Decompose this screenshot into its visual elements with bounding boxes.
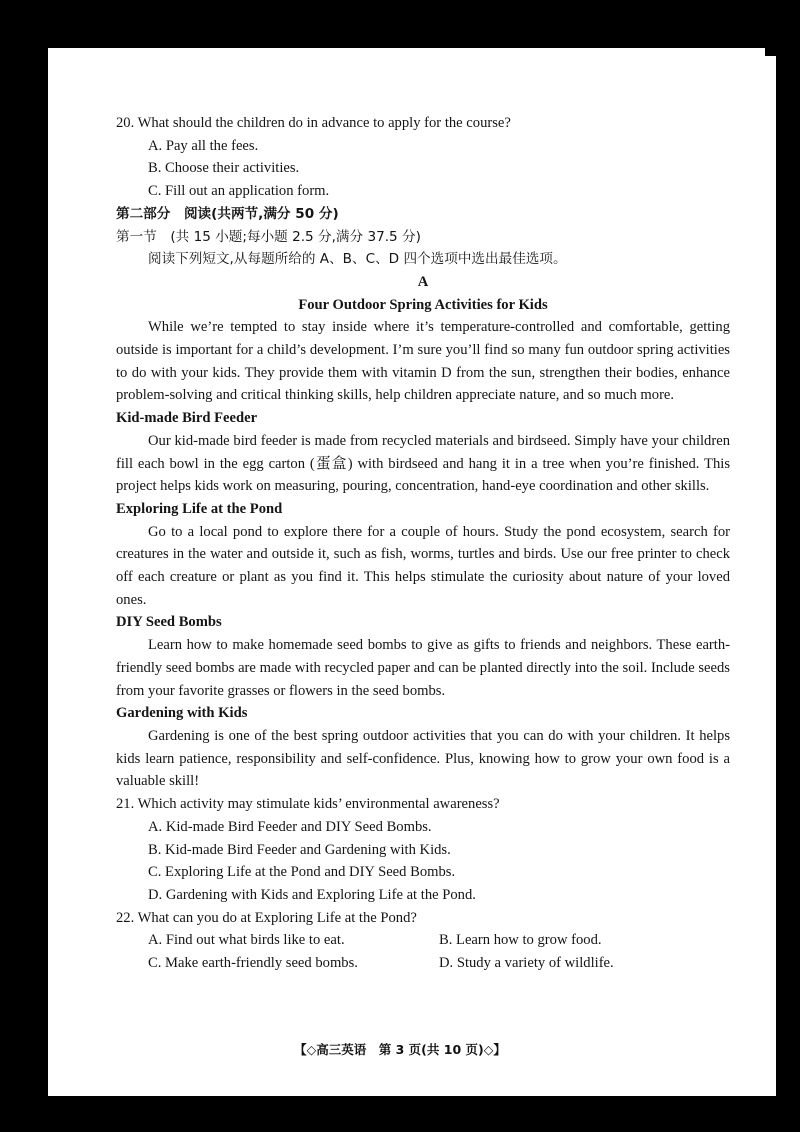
subsection-heading: 第一节 (共 15 小题;每小题 2.5 分,满分 37.5 分): [116, 228, 421, 245]
question-22-option-d: D. Study a variety of wildlife.: [439, 955, 614, 972]
section-heading-seed-bombs: DIY Seed Bombs: [116, 614, 222, 631]
question-22-options-row-1: [148, 929, 730, 952]
section-text-seed-bombs: Learn how to make homemade seed bombs to give as gifts to friends and neighbors. These earth-friendly seed bombs are made with recycled paper and can be planted directly into the soil. Include seeds from your favorite grasses or flowers in the seed bombs.: [116, 637, 730, 699]
question-22-option-b: B. Learn how to grow food.: [439, 932, 602, 949]
section-heading-bird-feeder: Kid-made Bird Feeder: [116, 410, 258, 427]
question-20: [116, 112, 730, 203]
question-22-option-c: C. Make earth-friendly seed bombs.: [148, 955, 358, 972]
question-20-option-a: A. Pay all the fees.: [148, 137, 259, 154]
section-text-bird-feeder: Our kid-made bird feeder is made from recycled materials and birdseed. Simply have your children fill each bowl in the egg carton (蛋盒) with birdseed and hang it in a tree when you’re finished. This project helps kids work on measuring, pouring, concentration, hand-eye coordination and other skills.: [116, 432, 730, 495]
question-20-option-b: B. Choose their activities.: [148, 160, 300, 177]
section-text-pond: Go to a local pond to explore there for a couple of hours. Study the pond ecosystem, search for creatures in the water and outside it, such as fish, worms, turtles and birds. Use our free printer to check off each creature or plant as you find it. This helps stimulate the curiosity about nature of your loved ones.: [116, 523, 730, 608]
instructions: 阅读下列短文,从每题所给的 A、B、C、D 四个选项中选出最佳选项。: [148, 251, 567, 268]
section-heading-pond: Exploring Life at the Pond: [116, 500, 283, 517]
question-20-stem: 20. What should the children do in advance to apply for the course?: [116, 115, 511, 131]
passage-intro: While we’re tempted to stay inside where it’s temperature-controlled and comfortable, getting outside is important for a child’s development. I’m sure you’ll find so many fun outdoor spring activities to do with your kids. They provide them with vitamin D from the sun, strengthen their bodies, enhance problem-solving and critical thinking skills, help children appreciate nature, and so much more.: [116, 319, 730, 404]
question-21-option-d: D. Gardening with Kids and Exploring Life at the Pond.: [148, 886, 476, 903]
passage-title: Four Outdoor Spring Activities for Kids: [298, 296, 548, 313]
question-22-option-a: A. Find out what birds like to eat.: [148, 932, 345, 949]
question-21: [116, 793, 730, 907]
question-22-options-row-2: [148, 952, 730, 975]
part-heading: 第二部分 阅读(共两节,满分 50 分): [116, 205, 339, 222]
question-21-option-a: A. Kid-made Bird Feeder and DIY Seed Bombs.: [148, 818, 432, 835]
question-21-option-b: B. Kid-made Bird Feeder and Gardening with Kids.: [148, 841, 451, 858]
question-21-stem: 21. Which activity may stimulate kids’ environmental awareness?: [116, 796, 500, 813]
section-header: [116, 203, 730, 271]
section-heading-gardening: Gardening with Kids: [116, 705, 248, 722]
question-21-option-c: C. Exploring Life at the Pond and DIY Seed Bombs.: [148, 864, 456, 881]
passage: [116, 271, 730, 793]
question-22: [116, 907, 730, 975]
question-22-stem: 22. What can you do at Exploring Life at the Pond?: [116, 909, 417, 926]
page-content: [116, 112, 730, 975]
page-edge-notch: [765, 48, 776, 56]
section-text-gardening: Gardening is one of the best spring outdoor activities that you can do with your children. It helps kids learn patience, responsibility and self-confidence. Plus, knowing how to grow your own food is a valuable skill!: [116, 727, 730, 790]
passage-letter: A: [417, 273, 429, 290]
question-20-option-c: C. Fill out an application form.: [148, 183, 330, 200]
page-footer: 【◇高三英语 第 3 页(共 10 页)◇】: [294, 1042, 506, 1057]
